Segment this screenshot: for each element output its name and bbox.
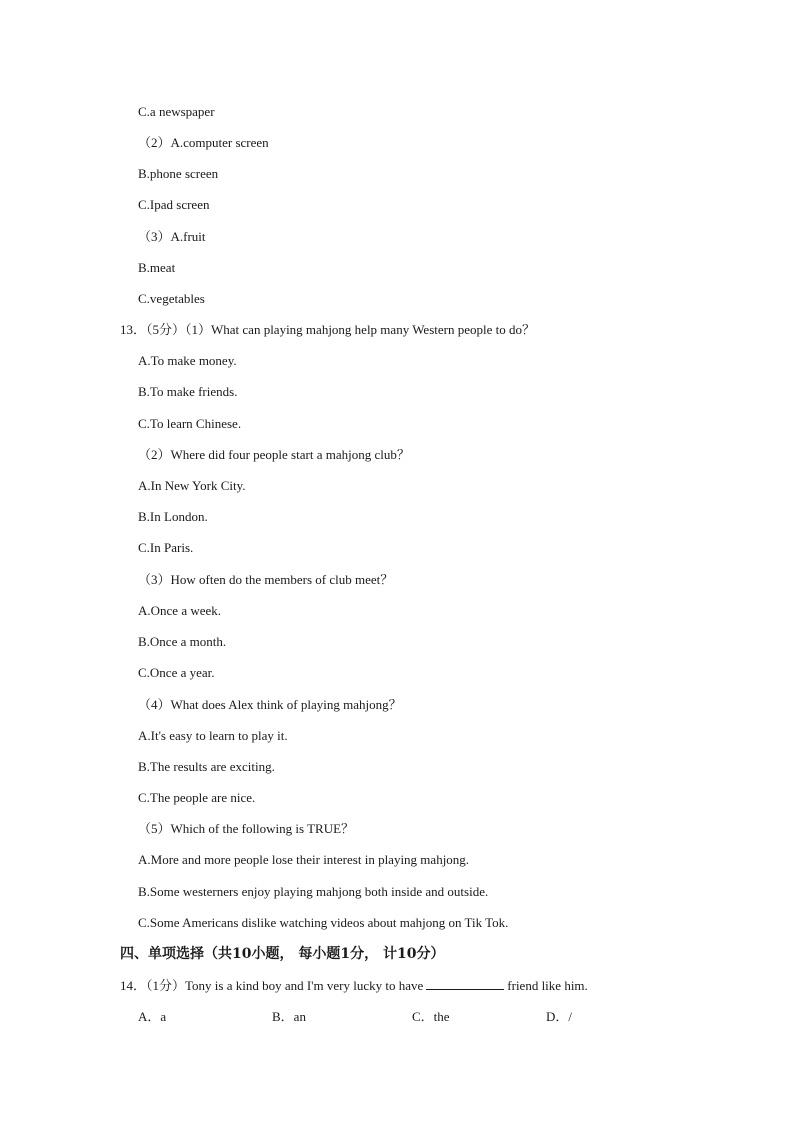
q14-option-b: B．an (272, 1009, 306, 1024)
q13-4-option-b: B.The results are exciting. (138, 759, 275, 774)
q13-5-option-b: B.Some westerners enjoy playing mahjong both inside and outside. (138, 884, 489, 899)
q12-part2-option-a: （2）A.computer screen (138, 135, 269, 150)
q12-part3-option-a: （3）A.fruit (138, 229, 206, 244)
q13-3-option-b: B.Once a month. (138, 634, 227, 649)
q14-stem-after-blank: friend like him. (507, 978, 588, 993)
q13-2-question: （2）Where did four people start a mahjong club？ (138, 447, 410, 462)
q13-2-option-a: A.In New York City. (138, 478, 246, 493)
q13-1-option-c: C.To learn Chinese. (138, 416, 242, 431)
q13-5-question: （5）Which of the following is TRUE？ (138, 821, 355, 836)
q13-5-option-c: C.Some Americans dislike watching videos about mahjong on Tik Tok. (138, 915, 509, 930)
q13-3-option-a: A.Once a week. (138, 603, 222, 618)
section-heading: 四、单项选择（共10小题， 每小题1分， 计10分） (120, 946, 445, 962)
q13-2-option-c: C.In Paris. (138, 540, 194, 555)
q13-3-option-c: C.Once a year. (138, 665, 215, 680)
q14-answer-blank (426, 977, 504, 990)
q12-part2-option-c: C.Ipad screen (138, 197, 210, 212)
q13-4-question: （4）What does Alex think of playing mahjong？ (138, 697, 402, 712)
q14-option-c: C．the (412, 1009, 450, 1024)
q12-part3-option-c: C.vegetables (138, 291, 205, 306)
q14-stem (120, 977, 588, 994)
q13-1-option-b: B.To make friends. (138, 384, 238, 399)
q13-5-option-a: A.More and more people lose their interest in playing mahjong. (138, 852, 470, 867)
q12-part3-option-b: B.meat (138, 260, 176, 275)
q13-2-option-b: B.In London. (138, 509, 208, 524)
q12-part2-option-b: B.phone screen (138, 166, 219, 181)
q13-4-option-c: C.The people are nice. (138, 790, 256, 805)
q13-4-option-a: A.It's easy to learn to play it. (138, 728, 288, 743)
q14-option-d: D．/ (546, 1009, 573, 1024)
q13-3-question: （3）How often do the members of club meet？ (138, 572, 394, 587)
q14-option-a: A．a (138, 1009, 167, 1024)
q12-option-c1: C.a newspaper (138, 104, 215, 119)
q13-stem: 13．（5分）（1）What can playing mahjong help many Western people to do？ (120, 322, 535, 337)
q13-1-option-a: A.To make money. (138, 353, 237, 368)
q14-stem-before-blank: 14．（1分）Tony is a kind boy and I'm very lucky to have (120, 978, 424, 993)
